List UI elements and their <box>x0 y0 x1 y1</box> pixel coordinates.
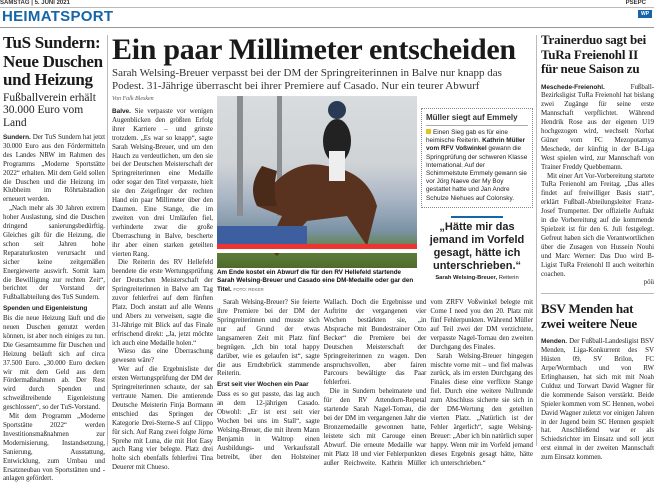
paragraph: Mit einer Art Vor-Vorbereitung startete TuRa Freienohl am Freitag. „Das alles findet auf freiwilliger Basis statt“, erklärt Fußball-Abteilungsleiter Franz-Josef Trumpetter. Der offizielle Auftakt in die Vorbereitung auf die kommende Spielzeit ist für den 6. Juli festgelegt. Gefreut haben sich die Verantwortlichen über die Zusagen von Hussein Nouhi und Marc Werner: Das Duo wird B-Ligist TuRa Freienohl II auch weiterhin coachen. <box>541 171 654 278</box>
paragraph: Die Reiterin des RV Hellefeld beendete die erste Wertungsprüfung der Deutschen Meisterschaft der Springreiterinnen in Balve am Tag zuvor fehlerfrei auf dem fünften Platz. Doch anstatt auf alle Wenns und Abers zu verweisen, sagte die 31-Jährige mit Blick auf das Finale erfrischend direkt: „Ja, jetzt möchte ich auch eine Medaille holen.“ <box>112 258 213 347</box>
info-box-title: Müller siegt auf Emmely <box>426 113 528 126</box>
quote-role: Reiterin <box>498 274 519 281</box>
divider <box>0 27 654 28</box>
right-article1-body <box>541 83 654 288</box>
info-box <box>421 108 533 208</box>
right-column <box>541 33 654 462</box>
left-article-subhead: Fußballverein erhält 30.000 Euro vom Land <box>3 91 96 129</box>
photo-caption <box>217 269 417 294</box>
date: 5. JUNI 2021 <box>34 0 70 6</box>
paragraph: Mit dem Programm „Moderne Sportstätte 2022“ werden Investitionsmaßnahmen zur Modernisierung, Instandsetzung, Sanierung, Ausstattung, Entwicklung, zum Umbau und Ersatzneubau von Sportstätten und -anlagen gefördert. <box>3 412 105 483</box>
column-divider <box>107 35 108 446</box>
date-day: SAMSTAG <box>0 0 30 6</box>
quote-author: Sarah Welsing-Breuer, <box>435 274 498 281</box>
paragraph: Sarah Welsing-Breuer? Sie feierte ihre Premiere bei der DM der Springreiterinnen und musste sich nur auf Grund der etwas langsameren Zeit mit Platz fünf begnügen. „Ich bin total happy darüber, wie es gelaufen ist“, sagte die aus Erndtebrück stammende Reiterin. <box>217 298 320 378</box>
info-text-bold: Kathrin Müller vom RFV Voßwinkel <box>426 137 526 153</box>
paragraph: Sarah Welsing-Breuer hingegen mischte vorne mit – und fiel malwas zurück, als im ersten Durchgang des Finales diese eine verflixte Stange fiel. Durch eine weitere Nullrunde zum Abschluss sicherte sie sich in der DM-Wertung den geteilten vierten Platz. „Natürlich ist der Fehler ärgerlich“, sagte Welsing-Breuer: „Aber ich bin natürlich super happy. Wenn mir im Vorfeld jemand dieses Ergebnis gesagt hätte, hätte ich unterschrieben.“ <box>430 351 533 467</box>
paragraph: Wer auf die Ergebnisliste der ersten Wertungsprüfung der DM der Springreiterinnen schaute, der sah vertraute Namen. Die amtierende Deutsche Meisterin Finja Bormann entschied das Springen der Kategorie Drei-Sterne-S auf Clippo für sich. Auf Rang zwei folgte Jörne Sprehe mit Luna, die mit Hot Easy auch Rang vier belegte. Platz drei holte sich ebenfalls fehlerfrei Tina Deuerer mit Chueso. <box>112 365 213 472</box>
paragraph: „Nach mehr als 30 Jahren extrem hoher Auslastung, sind die Duschen dringend sanierungsbedürftig. Gleiches gilt für die Heizung, die schon seit Jahren hohe Reparaturkosten verursacht und sicher keine zeitgemäßen Energiewerte auswirft. Somit kam die Bewilligung zur rechten Zeit“, berichtet der Vorstand der Fußballabteilung des TuS Sundern. <box>3 204 105 302</box>
right-article2-body <box>541 337 654 462</box>
main-headline: Ein paar Millimeter entscheiden <box>112 33 516 66</box>
right-article2-headline: BSV Menden hat zwei weitere Neue <box>541 301 637 331</box>
section-title: HEIMATSPORT <box>2 8 114 25</box>
left-article-body <box>3 133 105 483</box>
dateline: Balve. <box>112 108 131 115</box>
paragraph: Wieso das eine Überraschung gewesen wäre? <box>112 347 213 365</box>
paragraph: Fußball-Bezirksligist TuRa Freienohl hat bislang zwei Zugänge für seine erste Mannschaft verpflichtet. Während Hendrik Rose aus der eigenen U19 hochgezogen wird, wechselt Norhat Güner vom FC Mezopotamya Meschede, der künftig in der B-Liga West spielen wird, zur Mannschaft von Trainer Freddy Quebbemann. <box>541 82 654 171</box>
left-article <box>3 34 105 483</box>
paragraph: Sie verpasste vor wenigen Augenblicken den größten Erfolg ihrer Karriere – und grinste trotzdem. „Es war so knapp“, sagte Sarah Welsing-Breuer, und um den Hauch zu verdeutlichen, um den sie bei der Deutschen Meisterschaft der Springreiterinnen eine Medaille oder sogar den Titel verpasste, hielt sie den Zeigefinger der rechten Hand ein paar Millimeter über den Daumen. Eine Stange, die im zweiten von drei Umläufen fiel, verhinderte zwar die große Überraschung in Balve, bescherte ihr aber einen starken geteilten vierten Rang. <box>112 107 213 258</box>
quote-source <box>421 275 533 281</box>
square-bullet-icon <box>426 129 431 134</box>
left-article-headline: TuS Sundern: Neue Duschen und Heizung <box>3 33 103 89</box>
date-line: SAMSTAG | 5. JUNI 2021 PSEPC <box>0 0 646 6</box>
subheading: Spenden und Eigenleistung <box>3 305 88 313</box>
info-text: Einen Sieg gab es für eine heimische Reiterin. <box>426 129 508 145</box>
right-article1-headline: Trainerduo sagt bei TuRa Freienohl II für neue Saison zu <box>541 32 647 76</box>
dateline: Menden. <box>541 338 568 346</box>
wp-logo: WP <box>638 10 652 18</box>
paragraph: Die in Sundern beheimatete und für den RV Attendorn-Repetal startende Sarah Nagel-Tomau, die bei der DM im vergangenen Jahr die Bronzemedaille gewonnen hatte, leistete sich mit Carouge einen Abwurf. Die erneute Medaille war mit Platz 18 und vier Fehlerpunkten außer Reichweite. Kathrin Müller vom ZRFV Voßwinkel belegte mit Come I need you den 20. Platz mit fünf Fehlerpunkten. Während Müller auf Teil zwei der DM verzichtete, verpasste Nagel-Tornau den zweiten Durchgang des Finales. <box>323 298 533 467</box>
pull-quote: „Hätte mir das jemand im Vorfeld gesagt, hätte ich unterschrieben.“ <box>429 220 525 272</box>
quote-accent-bar <box>451 216 503 218</box>
show-jumping-photo <box>217 96 417 268</box>
article-photo <box>217 96 417 268</box>
byline: Von Falk Blesken <box>112 96 154 102</box>
main-article-lower-columns <box>217 298 533 467</box>
paragraph: Der TuS Sundern hat jetzt 30.000 Euro aus den Fördermitteln des Landes NRW im Rahmen des Programms „Moderne Sportstätte 2022“ erhalten. Mit dem Geld sollen die Duschen und die Heizung im Klubheim im Röhrtalstadion erneuert werden. <box>3 133 105 204</box>
dateline: Meschede-Freienohl. <box>541 83 605 91</box>
page-code: PSEPC <box>625 0 646 6</box>
dateline: Sundern. <box>3 134 31 141</box>
paragraph: Der Fußball-Landesligist BSV Menden, Liga-Konkurrent des SV Hüsten 09, SV Brilon, FC Arpe/Wormbach und von RW Erlinghausen, hat sich mit mit Noah Culduz und Torwart David Wagner für die kommende Saison verstärkt. Beide Spieler kommen vom SC Hennen, wobei David Wagner zuletzt vor einigen Jahren in der Jugend beim SC Hennen gespielt hat. Anschließend war er als Schiedsrichter im Einsatz und soll jetzt erst einmal in der zweiten Mannschaft zum Einsatz kommen. <box>541 337 654 462</box>
divider <box>541 293 654 294</box>
info-text: gewann die Springprüfung der schweren Klasse International. Auf der Schimmelstute Emmely gewann sie vor Jörg Naeve der My Boy gestattet hatte und Jan Andre Schulze Niehues auf Colonsky. <box>426 145 528 202</box>
column-divider <box>536 35 537 446</box>
main-article-col1 <box>112 107 213 472</box>
subheading: Erst seit vier Wochen ein Paar <box>217 381 309 389</box>
paragraph: Dass es so gut passte, das lag auch an dem 12-jährigen Casado. Obwohl: „Er ist erst seit vier Wochen bei uns im Stall“, sagte Welsing-Breuer, die mit ihrem Mann Benjamin in Waltrop einen Ausbildungs- und Verkaufsstall betreibt, über den Holsteiner Wallach. Doch die Ergebnisse und Auftritte der vergangenen vier Wochen bestärkten sie, „in Absprache mit Bundestrainer Otto Becker“ die Premiere bei der Deutschen Meisterschaft der Springreiterinnen zu wagen. Den anspruchsvollen, aber fairen Parcours bewältigte das Paar fehlerfrei. <box>217 298 427 461</box>
caption-text: Am Ende kostet ein Abwurf die für den RV Hellefeld startende Sarah Welsing-Breuer und Casado eine DM-Medaille oder gar den Titel. <box>217 269 414 293</box>
main-article <box>112 33 533 472</box>
main-subhead: Sarah Welsing-Breuer verpasst bei der DM der Springreiterinnen in Balve nur knapp das Podest. 31-Jährige überrascht bei ihrer Premiere auf Casado. Nur ein teurer Abwurf <box>112 67 502 92</box>
photo-credit: FOTO: REKER <box>233 286 264 292</box>
author-initials: pöü <box>643 278 654 287</box>
paragraph: Bis die neue Heizung läuft und die neuen Duschen genutzt werden können, ist aber noch einiges zu tun. Die Gesamtsumme für Duschen und Heizung beläuft sich auf circa 37.500 Euro. „30.000 Euro decken wir mit dem Geld aus dem Fördermaßnahmen ab. Der Rest wird durch Spenden und schweißtreibende Eigenleistung geschlossen“, so der TuS-Vorstand. <box>3 314 105 412</box>
